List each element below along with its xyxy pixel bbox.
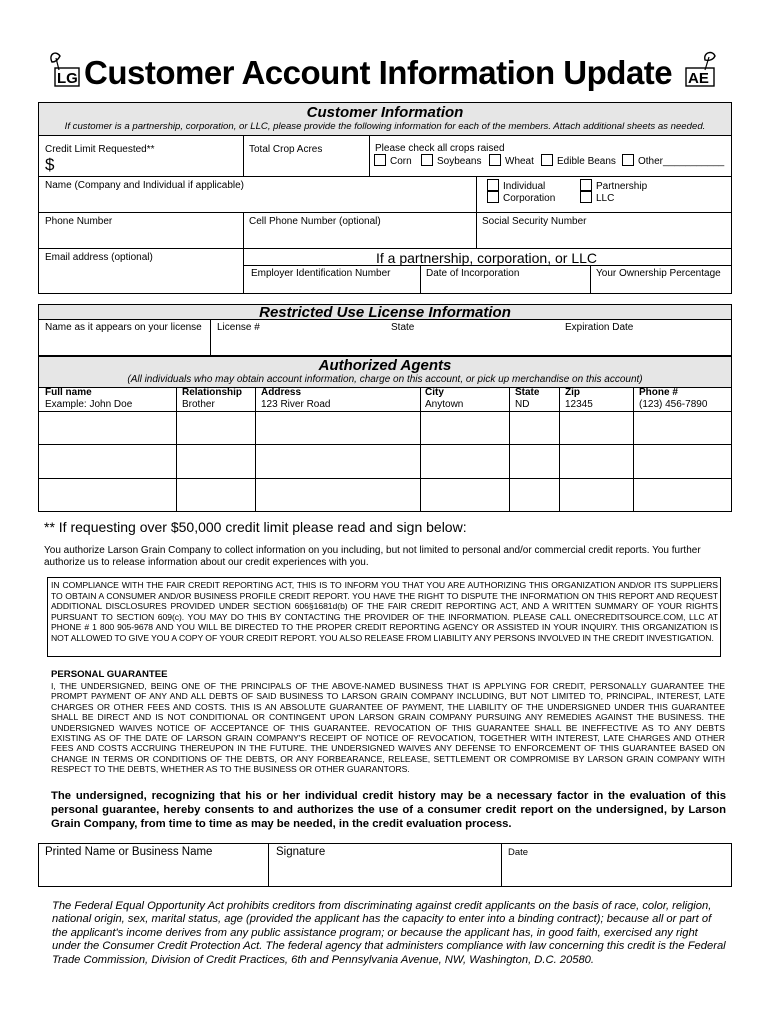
table-row[interactable]	[39, 479, 731, 511]
license-name-label: Name as it appears on your license	[45, 322, 202, 333]
name-label: Name (Company and Individual if applicable)	[45, 180, 244, 191]
equal-opportunity-notice: The Federal Equal Opportunity Act prohibits creditors from discriminating against credit applicants on the basis of race, color, religion, national origin, sex, marital status, age (provided the applicant has the capacity to enter into a binding contract); because all or part of the applicant's income derives from any public assistance program; or because the applicant has, in good faith, exercised any right under the Consumer Credit Protection Act. The federal agency that administers compliance with law concerning this credit is the Federal Trade Commission, Division of Credit Practices, 6th and Pennsylvania Avenue, NW, Washington, D.C. 20580.	[52, 900, 726, 966]
guarantee-heading: PERSONAL GUARANTEE	[51, 669, 168, 680]
license-state-label: State	[391, 322, 415, 333]
column-address: Address	[261, 387, 302, 398]
entity-corporation[interactable]: Corporation	[487, 191, 555, 204]
crop-other[interactable]: Other___________	[622, 154, 724, 167]
column-zip: Zip	[565, 387, 580, 398]
example-phone: (123) 456-7890	[639, 399, 708, 410]
email-label: Email address (optional)	[45, 252, 153, 263]
company-logo-left	[46, 48, 84, 88]
page-title: Customer Account Information Update	[84, 54, 673, 91]
phone-label: Phone Number	[45, 216, 113, 227]
table-row[interactable]	[39, 412, 731, 444]
authorization-text: You authorize Larson Grain Company to collect information on you including, but not limited to personal and/or commercial credit reports. You further authorize us to release information about our credit experiences with you.	[44, 545, 701, 569]
fcra-text: IN COMPLIANCE WITH THE FAIR CREDIT REPORTING ACT, THIS IS TO INFORM YOU THAT YOU ARE AUTHORIZING THIS ORGANIZATION AND/OR ITS SUPPLIERS TO OBTAIN A CONSUMER AND/OR BUSINESS PROFILE CREDIT REPORT. YOU HAVE THE RIGHT TO DISPUTE THE INFORMATION ON THIS REPORT AND REQUEST ADDITIONAL DISCLOSURES PROVIDED UNDER SECTION 606§1681d(b) OF THE FAIR CREDIT REPORTING ACT, AND A WRITTEN SUMMARY OF YOUR RIGHTS PURSUANT TO SECTION 609(c). YOU MAY DO THIS BY CONTACTING THE PROVIDER OF THE INFORMATION. PLEASE CALL ONECREDITSOURCE.COM, LLC AT PHONE # 1 800 905-9678 AND YOU WILL BE DIRECTED TO THE PROPER CREDIT REPORTING AGENCY OR ASSISTED IN YOUR INQUIRY. THIS ORGANIZATION IS NOT ALLOWED TO GIVE YOU A COPY OF YOUR CREDIT REPORT. YOU ALSO RELEASE FROM LIABILITY ANY PERSONS INVOLVED IN THE CREDIT INVESTIGATION.	[51, 580, 718, 643]
corn-checkbox[interactable]	[374, 154, 386, 166]
partnership-checkbox[interactable]	[580, 179, 592, 191]
guarantee-text: I, THE UNDERSIGNED, BEING ONE OF THE PRINCIPALS OF THE ABOVE-NAMED BUSINESS THAT IS APPLYING FOR CREDIT, PERSONALLY GUARANTEE THE PROMPT PAYMENT OF ANY AND ALL DEBTS OF SAID BUSINESS TO LARSON GRAIN COMPANY INCLUDING, BUT NOT LIMITED TO, PRINCIPAL, INTEREST, LATE CHARGES OR OTHER FEES AND COSTS. THIS IS AN ABSOLUTE GUARANTEE OF PAYMENT, THE LIABILITY OF THE UNDERSIGNED UNDER THIS GUARANTEE SHALL BE DIRECT AND IS NOT CONDITIONAL OR CONTINGENT UPON LARSON GRAIN COMPANY PURSUING ANY REMEDIES AGAINST THE BUSINESS. THE UNDERSIGNED WAIVES NOTICE OF ACCEPTANCE OF THIS GUARANTEE. REVOCATION OF THIS GUARANTEE SHALL BE INEFFECTIVE AS TO ANY DEBTS EXISTING AS OF THE DATE OF LARSON GRAIN COMPANY'S RECEIPT OF NOTICE OF REVOCATION, TOGETHER WITH INTEREST, LATE CHARGES AND OTHER FEES AND COSTS ACCRUING THEREUPON IN THE FUTURE. THE UNDERSIGNED WAIVES ANY DEFENSE TO ENFORCEMENT OF THIS GUARANTEE BASED ON CHANGE IN TERMS OR CONDITIONS OF THE DEBTS, OR ANY FORBEARANCE, RELEASE, SETTLEMENT OR COMPROMISE BY LARSON GRAIN COMPANY WITH RESPECT TO THE DEBTS, WHETHER AS TO THE BUSINESS OR OTHER GUARANTORS.	[51, 681, 725, 775]
license-heading: Restricted Use License Information	[259, 304, 511, 321]
customer-info-heading: Customer Information	[306, 104, 464, 121]
column-phone: Phone #	[639, 387, 678, 398]
column-state: State	[515, 387, 540, 398]
agents-heading: Authorized Agents	[318, 357, 452, 374]
crop-wheat[interactable]: Wheat	[489, 154, 534, 167]
license-expiration-label: Expiration Date	[565, 322, 634, 333]
example-relationship: Brother	[182, 399, 215, 410]
entity-partnership[interactable]: Partnership	[580, 179, 647, 192]
table-row[interactable]	[39, 445, 731, 478]
column-city: City	[425, 387, 444, 398]
printed-name-field[interactable]	[40, 862, 266, 886]
credit-limit-label: Credit Limit Requested**	[45, 144, 155, 155]
printed-name-label: Printed Name or Business Name	[45, 846, 213, 858]
entity-llc[interactable]: LLC	[580, 191, 614, 204]
crops-label: Please check all crops raised	[375, 143, 505, 154]
ssn-label: Social Security Number	[482, 216, 587, 227]
credit-limit-notice: ** If requesting over $50,000 credit limit please read and sign below:	[44, 519, 467, 535]
incorporation-date-label: Date of Incorporation	[426, 268, 520, 279]
signature-label: Signature	[276, 846, 326, 858]
example-address: 123 River Road	[261, 399, 331, 410]
total-crop-label: Total Crop Acres	[249, 144, 323, 155]
soybeans-checkbox[interactable]	[421, 154, 433, 166]
column-relationship: Relationship	[182, 387, 243, 398]
svg-text:AE: AE	[688, 70, 709, 87]
company-logo-right	[683, 48, 721, 88]
example-full-name: Example: John Doe	[45, 399, 133, 410]
credit-limit-field[interactable]	[58, 156, 238, 174]
example-state: ND	[515, 399, 530, 410]
signature-field[interactable]	[270, 862, 500, 886]
date-label: Date	[508, 847, 529, 858]
other-checkbox[interactable]	[622, 154, 634, 166]
svg-text:LG: LG	[57, 70, 78, 87]
entity-individual[interactable]: Individual	[487, 179, 545, 192]
consent-text: The undersigned, recognizing that his or her individual credit history may be a necessary factor in the evaluation of this personal guarantee, hereby consents to and authorizes the use of a consumer credit report on the undersigned, by Larson Grain Company, from time to time as may be needed, in the credit evaluation process.	[51, 790, 726, 830]
column-full-name: Full name	[45, 387, 92, 398]
edible-beans-checkbox[interactable]	[541, 154, 553, 166]
partnership-heading: If a partnership, corporation, or LLC	[376, 250, 598, 266]
individual-checkbox[interactable]	[487, 179, 499, 191]
crop-edible-beans[interactable]: Edible Beans	[541, 154, 616, 167]
corporation-checkbox[interactable]	[487, 191, 499, 203]
cell-phone-label: Cell Phone Number (optional)	[249, 216, 381, 227]
date-field[interactable]	[503, 862, 731, 886]
example-city: Anytown	[425, 399, 464, 410]
credit-limit-dollar: $	[45, 155, 55, 174]
crop-soybeans[interactable]: Soybeans	[421, 154, 481, 167]
wheat-checkbox[interactable]	[489, 154, 501, 166]
crop-corn[interactable]: Corn	[374, 154, 412, 167]
example-zip: 12345	[565, 399, 593, 410]
agents-subheading: (All individuals who may obtain account information, charge on this account, or pick up merchandise on this account)	[127, 374, 643, 385]
ownership-label: Your Ownership Percentage	[596, 268, 721, 279]
license-number-label: License #	[217, 322, 260, 333]
customer-info-instructions: If customer is a partnership, corporation, or LLC, please provide the following information for each of the members. Attach additional sheets as needed.	[64, 121, 706, 132]
llc-checkbox[interactable]	[580, 191, 592, 203]
ein-label: Employer Identification Number	[251, 268, 391, 279]
